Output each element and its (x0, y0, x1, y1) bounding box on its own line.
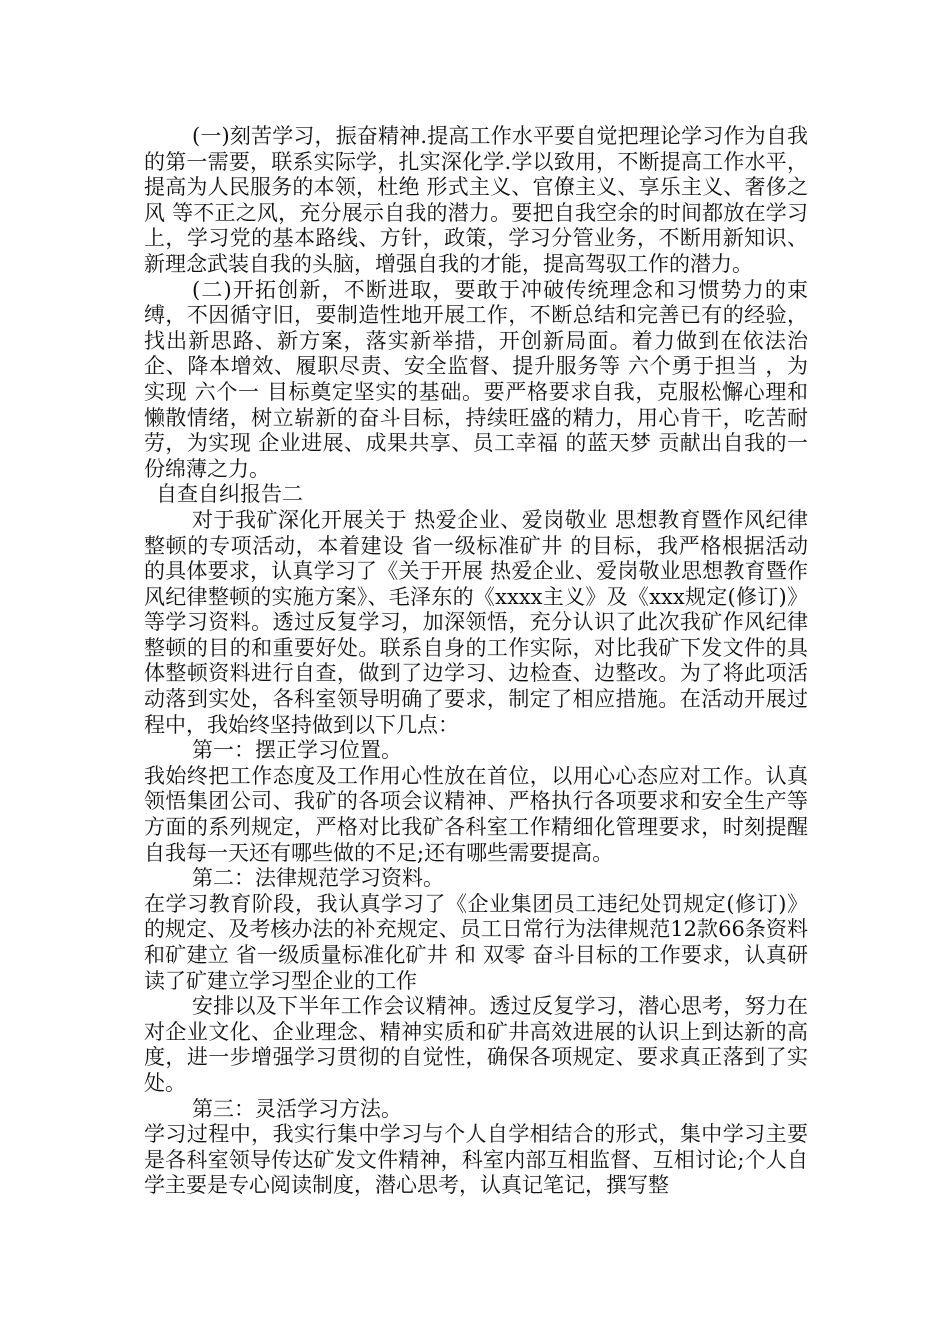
subheading: 第三：灵活学习方法。 (192, 1096, 402, 1121)
subheading: 第一：摆正学习位置。 (192, 738, 402, 763)
paragraph: 对于我矿深化开展关于 热爱企业、爱岗敬业 思想教育暨作风纪律整顿的专项活动，本着建设 省一级标准矿井 的目标，我严格根据活动的具体要求，认真学习了《关于开展 热爱企业、爱岗敬业思想教育暨作风纪律整顿的实施方案》、毛泽东的《xxxx主义》及《xxx规定(修订)》等学习资料。透过反复学习，加深领悟，充分认识了此次我矿作风纪律整顿的目的和重要好处。联系自身的工作实际，对比我矿下发文件的具体整顿资料进行自查，做到了边学习、边检查、边整改。为了将此项活动落到实处，各科室领导明确了要求，制定了相应措施。在活动开展过程中，我始终坚持做到以下几点： (144, 507, 808, 737)
paragraph: 安排以及下半年工作会议精神。透过反复学习，潜心思考，努力在对企业文化、企业理念、精神实质和矿井高效进展的认识上到达新的高度，进一步增强学习贯彻的自觉性，确保各项规定、要求真正落到了实处。 (144, 994, 808, 1095)
paragraph: 在学习教育阶段，我认真学习了《企业集团员工违纪处罚规定(修订)》的规定、及考核办法的补充规定、员工日常行为法律规范12款66条资料和矿建立 省一级质量标准化矿井 和 双零 奋斗目标的工作要求，认真研读了矿建立学习型企业的工作 (144, 891, 808, 993)
paragraph: (二)开拓创新，不断进取，要敢于冲破传统理念和习惯势力的束缚，不因循守旧，要制造性地开展工作，不断总结和完善已有的经验，找出新思路、新方案，落实新举措，开创新局面。着力做到在依法治企、降本增效、履职尽责、安全监督、提升服务等 六个勇于担当 ，为实现 六个一 目标奠定坚实的基础。要严格要求自我，克服松懈心理和懒散情绪，树立崭新的奋斗目标，持续旺盛的精力，用心肯干，吃苦耐劳，为实现 企业进展、成果共享、员工幸福 的蓝天梦 贡献出自我的一份绵薄之力。 (144, 277, 808, 481)
paragraph: (一)刻苦学习，振奋精神.提高工作水平要自觉把理论学习作为自我的第一需要，联系实际学，扎实深化学.学以致用，不断提高工作水平，提高为人民服务的本领，杜绝 形式主义、官僚主义、享乐主义、奢侈之风 等不正之风，充分展示自我的潜力。要把自我空余的时间都放在学习上，学习党的基本路线、方针，政策，学习分管业务，不断用新知识、新理念武装自我的头脑，增强自我的才能，提高驾驭工作的潜力。 (144, 124, 808, 276)
subheading: 第二：法律规范学习资料。 (192, 866, 444, 891)
section-heading: 自查自纠报告二 (156, 482, 303, 507)
document-body (144, 124, 808, 1199)
paragraph: 我始终把工作态度及工作用心性放在首位，以用心心态应对工作。认真领悟集团公司、我矿的各项会议精神、严格执行各项要求和安全生产等方面的系列规定，严格对比我矿各科室工作精细化管理要求，时刻提醒自我每一天还有哪些做的不足;还有哪些需要提高。 (144, 763, 808, 865)
paragraph: 学习过程中，我实行集中学习与个人自学相结合的形式，集中学习主要是各科室领导传达矿发文件精神，科室内部互相监督、互相讨论;个人自学主要是专心阅读制度，潜心思考，认真记笔记，撰写整 (144, 1122, 808, 1198)
